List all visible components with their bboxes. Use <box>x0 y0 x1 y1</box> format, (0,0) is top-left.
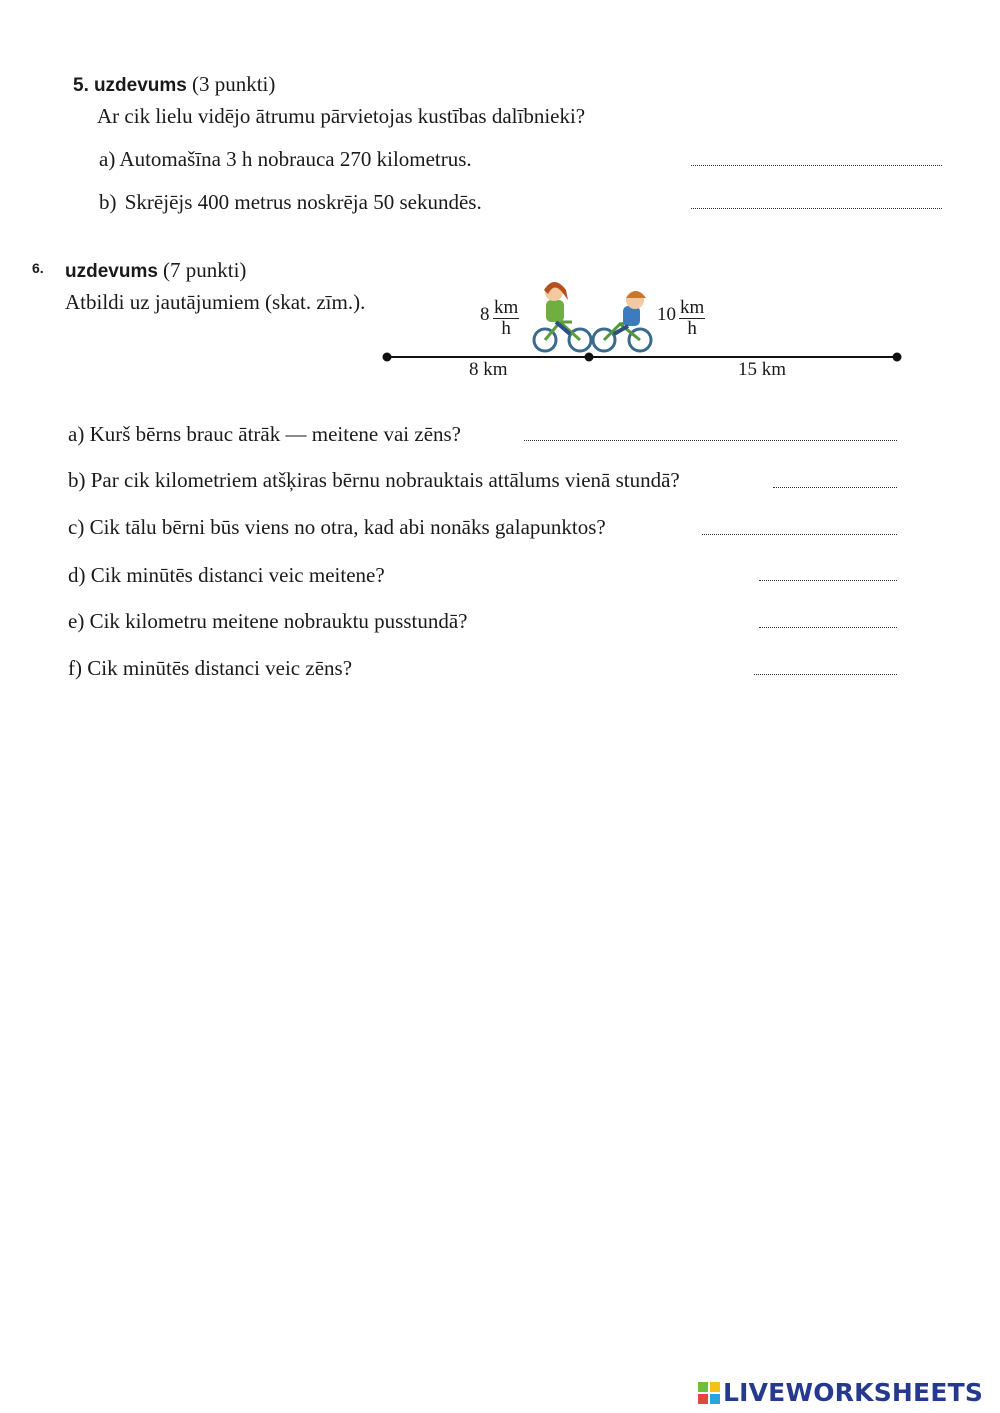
task6-answer-field-d[interactable] <box>759 580 897 581</box>
item-text: Kurš bērns brauc ātrāk — meitene vai zēns? <box>89 422 462 446</box>
item-text: Cik minūtēs distanci veic zēns? <box>87 656 353 680</box>
item-label: f) <box>68 656 82 680</box>
item-label: b) <box>68 468 86 492</box>
task6-answer-field-a[interactable] <box>524 440 897 441</box>
item-label: b) <box>99 190 117 214</box>
route-start-point <box>383 353 392 362</box>
task5-title: uzdevums <box>93 75 187 96</box>
task6-answer-field-c[interactable] <box>702 534 897 535</box>
item-label: a) <box>68 422 85 446</box>
unit-numerator: km <box>680 297 705 318</box>
route-line-svg <box>0 0 1000 400</box>
task5-number: 5. <box>73 75 89 96</box>
task6-points: (7 punkti) <box>163 258 247 282</box>
item-text: Automašīna 3 h nobrauca 270 kilometrus. <box>119 147 472 171</box>
liveworksheets-logo-text: LIVEWORKSHEETS <box>723 1378 984 1407</box>
task6-instruction: Atbildi uz jautājumiem (skat. zīm.). <box>65 290 366 314</box>
girl-speed-value: 8 <box>480 304 490 325</box>
item-text: Skrējējs 400 metrus noskrēja 50 sekundēs. <box>124 190 482 214</box>
task5-points: (3 punkti) <box>191 72 276 96</box>
task6-item-e <box>68 609 468 634</box>
task6-item-b <box>68 468 680 493</box>
task6-item-a <box>68 422 461 447</box>
item-label: c) <box>68 515 85 539</box>
item-text: Cik minūtēs distanci veic meitene? <box>90 563 385 587</box>
girl-cyclist-illustration <box>534 282 591 351</box>
left-distance-label: 8 km <box>469 359 508 380</box>
unit-denominator: h <box>687 318 697 339</box>
task6-answer-field-f[interactable] <box>754 674 897 675</box>
task5-question: Ar cik lielu vidējo ātrumu pārvietojas kustības dalībnieki? <box>97 104 586 128</box>
boy-cyclist-illustration <box>593 291 651 351</box>
unit-numerator: km <box>494 297 519 318</box>
liveworksheets-logo-icon <box>698 1382 720 1404</box>
liveworksheets-logo[interactable] <box>698 1378 983 1407</box>
task6-item-d <box>68 563 385 588</box>
item-label: d) <box>68 563 86 587</box>
task6-answer-field-b[interactable] <box>773 487 897 488</box>
task6-number: 6. <box>32 260 44 276</box>
boy-speed-value: 10 <box>657 304 676 325</box>
item-text: Cik tālu bērni būs viens no otra, kad abi nonāks galapunktos? <box>89 515 606 539</box>
task6-title: uzdevums <box>65 261 158 282</box>
route-end-point <box>893 353 902 362</box>
task6-item-f <box>68 656 352 681</box>
task6-item-c <box>68 515 606 540</box>
item-text: Cik kilometru meitene nobrauktu pusstundā? <box>89 609 468 633</box>
item-label: e) <box>68 609 85 633</box>
task6-answer-field-e[interactable] <box>759 627 897 628</box>
item-label: a) <box>99 147 116 171</box>
item-text: Par cik kilometriem atšķiras bērnu nobrauktais attālums vienā stundā? <box>90 468 680 492</box>
unit-denominator: h <box>501 318 511 339</box>
route-meeting-point <box>585 353 594 362</box>
right-distance-label: 15 km <box>738 359 787 380</box>
